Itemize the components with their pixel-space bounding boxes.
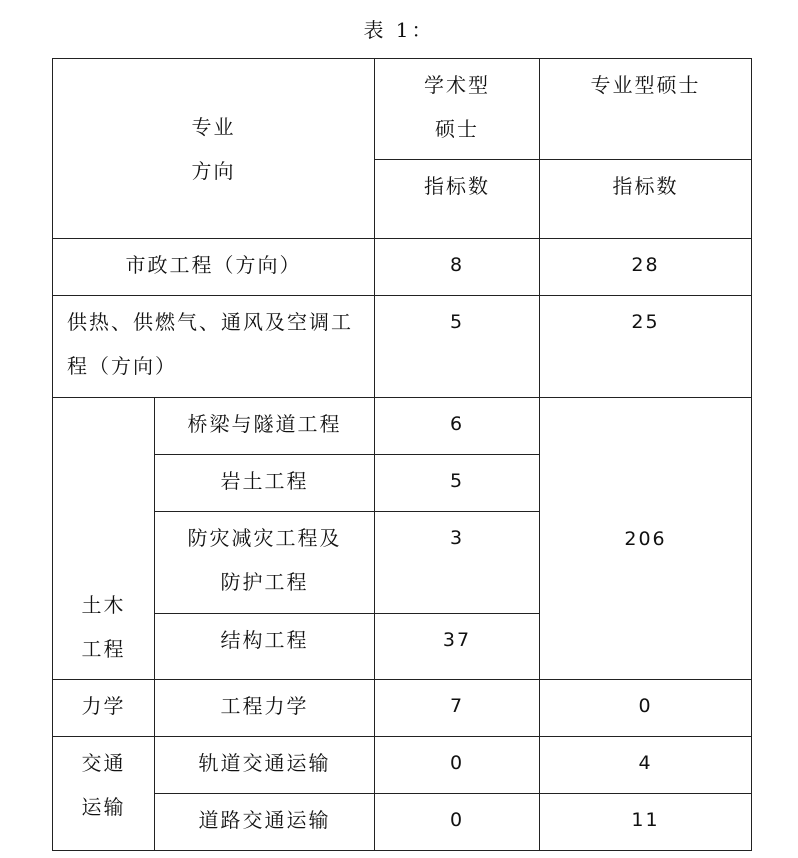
header-academic-line1: 学术型 — [424, 73, 490, 97]
enrollment-quota-table — [52, 58, 752, 851]
row-civil-disaster-name — [155, 512, 375, 614]
header-direction-line2: 方向 — [191, 158, 236, 183]
table-row-transport-rail — [53, 737, 752, 794]
header-professional-label: 专业型硕士 — [590, 73, 701, 97]
row-civil-group — [53, 398, 155, 680]
row-transport-road-academic: 0 — [375, 794, 540, 851]
table-row-mechanics — [53, 680, 752, 737]
row-hvac-name — [53, 296, 375, 398]
row-transport-rail-professional: 4 — [540, 737, 752, 794]
header-academic-cell — [375, 59, 540, 160]
row-hvac-professional: 25 — [540, 296, 752, 398]
header-quota-professional: 指标数 — [540, 160, 752, 239]
row-municipal-academic: 8 — [375, 239, 540, 296]
header-direction-line1: 专业 — [191, 114, 236, 139]
header-professional-cell — [540, 59, 752, 160]
row-transport-group — [53, 737, 155, 851]
row-mechanics-professional: 0 — [540, 680, 752, 737]
table-row-civil-bridge — [53, 398, 752, 455]
row-mechanics-name: 工程力学 — [155, 680, 375, 737]
row-transport-rail-academic: 0 — [375, 737, 540, 794]
row-civil-geotech-academic: 5 — [375, 455, 540, 512]
row-civil-bridge-academic: 6 — [375, 398, 540, 455]
table-caption: 表 1： — [363, 18, 435, 42]
header-row-1 — [53, 59, 752, 160]
row-civil-bridge-name: 桥梁与隧道工程 — [155, 398, 375, 455]
row-civil-geotech-name: 岩土工程 — [155, 455, 375, 512]
row-transport-group-line2: 运输 — [81, 795, 126, 819]
table-row-hvac — [53, 296, 752, 398]
row-hvac-academic: 5 — [375, 296, 540, 398]
row-civil-group-line1: 土木 — [81, 593, 126, 617]
row-civil-disaster-name-line1: 防灾减灾工程及 — [187, 526, 342, 550]
row-mechanics-group: 力学 — [53, 680, 155, 737]
table-row-transport-road — [53, 794, 752, 851]
row-civil-structure-academic: 37 — [375, 614, 540, 680]
row-civil-disaster-name-line2: 防护工程 — [220, 570, 309, 594]
table-row-municipal — [53, 239, 752, 296]
row-transport-road-professional: 11 — [540, 794, 752, 851]
header-quota-academic: 指标数 — [375, 160, 540, 239]
row-municipal-professional: 28 — [540, 239, 752, 296]
row-transport-road-name: 道路交通运输 — [155, 794, 375, 851]
row-civil-structure-name: 结构工程 — [155, 614, 375, 680]
row-municipal-name: 市政工程（方向） — [53, 239, 375, 296]
row-civil-disaster-academic: 3 — [375, 512, 540, 614]
header-academic-line2: 硕士 — [435, 117, 479, 141]
row-civil-group-line2: 工程 — [81, 637, 126, 661]
row-civil-professional: 206 — [540, 398, 752, 680]
row-mechanics-academic: 7 — [375, 680, 540, 737]
row-transport-group-line1: 交通 — [81, 751, 126, 775]
row-transport-rail-name: 轨道交通运输 — [155, 737, 375, 794]
row-hvac-name-line2: 程（方向） — [67, 354, 177, 378]
header-direction-cell — [53, 59, 375, 239]
row-hvac-name-line1: 供热、供燃气、通风及空调工 — [67, 310, 353, 334]
